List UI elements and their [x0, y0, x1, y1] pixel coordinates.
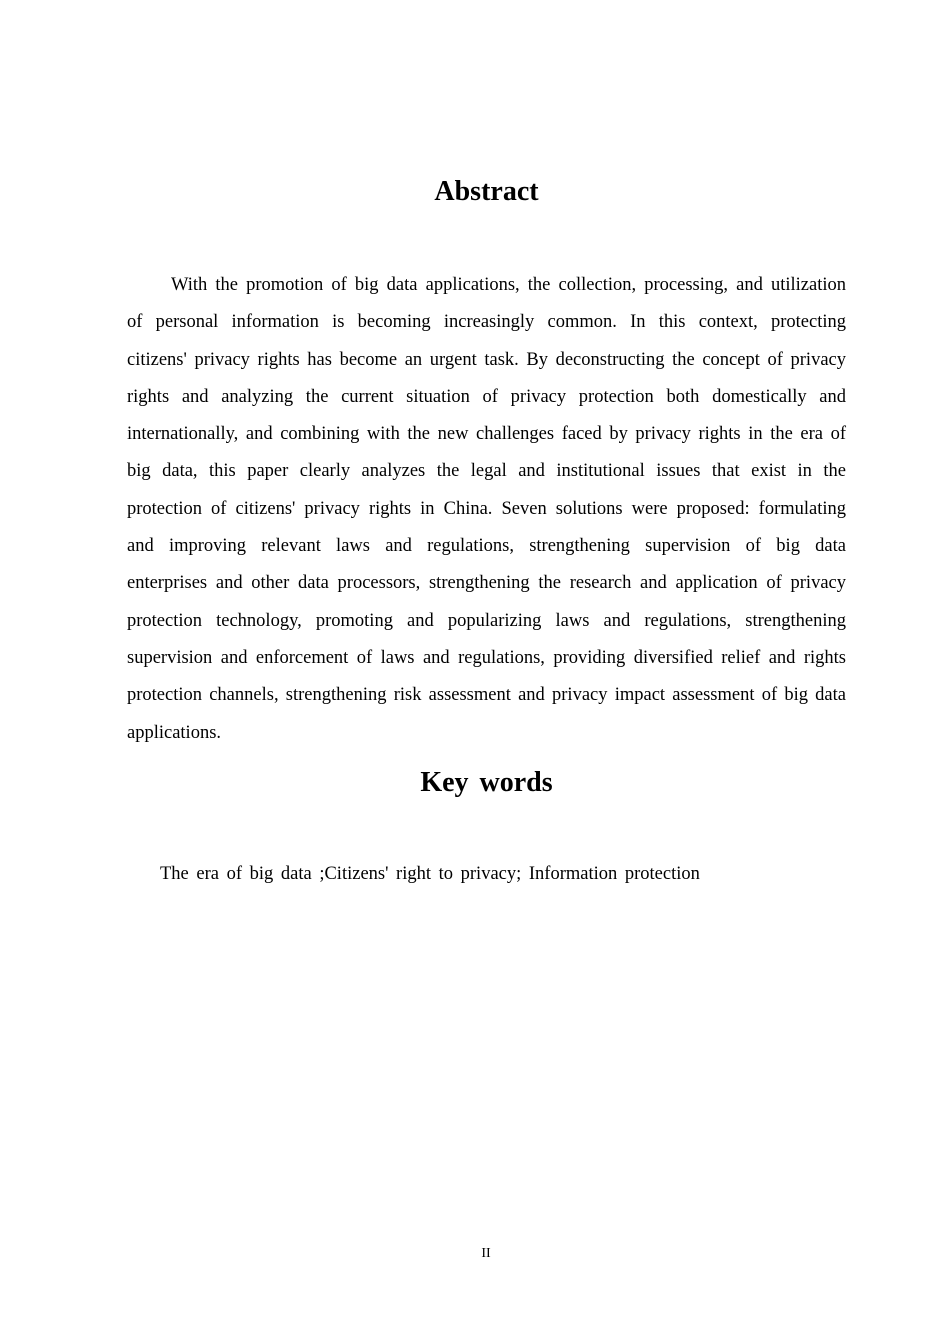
abstract-heading: Abstract	[434, 176, 539, 207]
keywords-body: The era of big data ;Citizens' right to privacy; Information protection	[160, 864, 700, 884]
keywords-heading: Key words	[420, 767, 553, 798]
abstract-body: With the promotion of big data applications, the collection, processing, and utilization of personal information is becoming increasingly common. In this context, protecting citizens' privacy rights has become an urgent task. By deconstructing the concept of privacy rights and analyzing the current situation of privacy protection both domestically and internationally, and combining with the new challenges faced by privacy rights in the era of big data, this paper clearly analyzes the legal and institutional issues that exist in the protection of citizens' privacy rights in China. Seven solutions were proposed: formulating and improving relevant laws and regulations, strengthening supervision of big data enterprises and other data processors, strengthening the research and application of privacy protection technology, promoting and popularizing laws and regulations, strengthening supervision and enforcement of laws and regulations, providing diversified relief and rights protection channels, strengthening risk assessment and privacy impact assessment of big data applications.	[127, 275, 846, 743]
page-number: II	[481, 1246, 491, 1261]
